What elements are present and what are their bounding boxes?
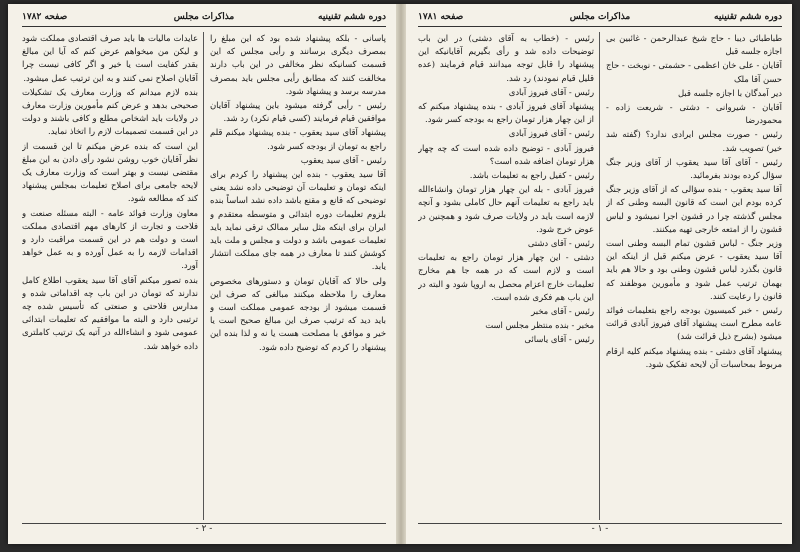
right-column <box>210 32 386 520</box>
paragraph: وزیر جنگ - لباس قشون تمام البسه وطنی است آقا سید یعقوب - عرض میکنم قبل از اینکه این قانون بگذرد لباس قشون وطنی بود و حالا هم باید بهمان ترتیب عمل شود و مأمورین موظفند که قانون را رعایت کنند. <box>606 238 782 301</box>
text-columns <box>22 32 386 520</box>
paragraph: بنده لازم میدانم که وزارت معارف یک تشکیلات صحیحی بدهد و عرض کنم مأمورین وزارت معارف در ولایات باید اشخاص مطلع و کافی باشند و دولت در این قسمت تصمیمات لازم را اتخاذ نماید. <box>22 86 198 137</box>
paragraph: مخبر - بنده منتظر مجلس است <box>485 320 594 331</box>
right-page <box>410 4 790 544</box>
right-column <box>606 32 782 520</box>
session-label: دوره ششم تقنینیه <box>714 12 782 22</box>
open-book-spread <box>8 4 792 544</box>
paragraph: پیشنهاد آقای فیروز آبادی - بنده پیشنهاد میکنم که از این چهار هزار تومان راجع به بودجه کسر شود. <box>418 101 594 125</box>
paragraph: رئیس - آقای سید یعقوب <box>300 154 386 165</box>
journal-title: مذاکرات مجلس <box>173 12 235 22</box>
paragraph: پیشنهاد آقای سید یعقوب - بنده پیشنهاد میکنم قلم راجع به تومان از بودجه کسر شود. <box>210 127 386 151</box>
book-gutter <box>396 4 406 544</box>
paragraph: رئیس - آقای یاسائی <box>524 334 594 345</box>
page-number: صفحه ۱۷۸۱ <box>418 12 464 22</box>
paragraph: رئیس - خبر کمیسیون بودجه راجع بتعلیمات فوائد عامه مطرح است پیشنهاد آقای فیروز آبادی قرائت میشود (بشرح ذیل قرائت شد) <box>606 305 782 342</box>
left-column <box>22 32 198 520</box>
left-column <box>418 32 594 520</box>
paragraph: رئیس - آقای فیروز آبادی <box>508 128 594 139</box>
paragraph: رئیس - آقای دشتی <box>527 238 594 249</box>
page-footer: - ۱ - <box>418 523 782 538</box>
paragraph: آقا سید یعقوب - بنده سؤالی که از آقای وزیر جنگ کرده بودم این است که قانون البسه وطنی که از مجلس گذشته چرا در قشون اجرا نمیشود و لباس قشون را از امتعه خارجی تهیه میکنند. <box>606 184 782 234</box>
page-footer: - ۲ - <box>22 523 386 538</box>
paragraph: دشتی - این چهار هزار تومان راجع به تعلیمات است و لازم است که در همه جا هم مخارج تعلیمات خارج اعزام محصل به اروپا شود و البته در این باب هم فکری شده است. <box>418 252 594 302</box>
paragraph: فیروز آبادی - بله این چهار هزار تومان وانشاءالله باید راجع به تعلیمات آنهم حال کاملی بشود و آنچه لازمه است باید در ولایات صرف شود و همچنین در عوض خرج شود. <box>418 184 594 234</box>
paragraph: رئیس - کفیل راجع به تعلیمات باشد. <box>469 170 594 181</box>
page-header <box>22 12 386 27</box>
paragraph: آقایان - علی خان اعظمی - حشمتی - نوبخت - حاج حسن آقا ملک <box>606 60 782 84</box>
paragraph: رئیس - آقای مخبر <box>531 306 594 317</box>
paragraph: دیر آمدگان با اجازه جلسه قبل <box>677 87 782 98</box>
paragraph: عایدات مالیات ها باید صرف اقتصادی مملکت شود و لیکن من میخواهم عرض کنم که آیا این مبالغ بقدر کفایت است یا خیر و اگر کافی نیست چرا آقایان اصلاح نمی کنند و به این ترتیب عمل میشود. <box>22 33 198 83</box>
paragraph: رئیس - آقای فیروز آبادی <box>508 86 594 97</box>
text-columns <box>418 32 782 520</box>
paragraph: فیروز آبادی - توضیح داده شده است که چه چهار هزار تومان اضافه شده است؟ <box>418 142 594 166</box>
paragraph: معاون وزارت فوائد عامه - البته مسئله صنعت و فلاحت و تجارت از کارهای مهم اقتصادی مملکت است و دولت هم در این قسمت مراقبت دارد و اقدامات لازمه را به عمل آورده و به عمل خواهد آورد. <box>22 207 198 271</box>
paragraph: ولی حالا که آقایان تومان و دستورهای مخصوص معارف را ملاحظه میکنند مبالغی که صرف این قسمت میشود از بودجه عمومی مملکت است و باید دید که ترتیب صرف این مبالغ صحیح است یا خیر و موافق با مصلحت هست یا نه و لذا بنده این پیشنهاد را کردم که توضیح داده شود. <box>210 275 386 352</box>
paragraph: پیشنهاد آقای دشتی - بنده پیشنهاد میکنم کلیه ارقام مربوط بمحاسبات آن لایحه تفکیک شود. <box>606 345 782 369</box>
column-divider <box>203 32 204 520</box>
left-page <box>14 4 394 544</box>
page-number: صفحه ۱۷۸۲ <box>22 12 68 22</box>
paragraph: بنده تصور میکنم آقای آقا سید یعقوب اطلاع کامل ندارند که تومان در این باب چه اقداماتی شده و مدارس فلاحتی و صنعتی که تأسیس شده چه ترتیبی دارد و البته ما موافقیم که تعلیمات ابتدائی عمومی شود و انشاءالله در آتیه یک ترتیب کاملتری داده خواهد شد. <box>22 274 198 351</box>
paragraph: رئیس - آقای آقا سید یعقوب از آقای وزیر جنگ سؤال کرده بودند بفرمائید. <box>606 156 782 181</box>
paragraph: آقایان - شیروانی - دشتی - شریعت زاده - محمودرضا <box>606 102 782 126</box>
paragraph: رئیس - (خطاب به آقای دشتی) در این باب توضیحات داده شد و رأی بگیریم آقایانیکه این پیشنهاد را قابل توجه میدانند قیام فرمایند (عده قلیل قیام نمودند) رد شد. <box>418 33 594 83</box>
paragraph: این است که بنده عرض میکنم تا این قسمت از نظر آقایان خوب روشن نشود رأی دادن به این مبلغ مقتضی نیست و بهتر است که وزارت معارف یک لایحه جامعی برای اصلاح تعلیمات بمجلس پیشنهاد کند که مطالعه شود. <box>22 140 198 204</box>
paragraph: طباطبائی دیبا - حاج شیخ عبدالرحمن - غائبین بی اجازه جلسه قبل <box>606 33 782 57</box>
journal-title: مذاکرات مجلس <box>569 12 631 22</box>
paragraph: رئیس - صورت مجلس ایرادی ندارد؟ (گفته شد خیر) تصویب شد. <box>606 129 782 153</box>
column-divider <box>599 32 600 520</box>
paragraph: آقا سید یعقوب - بنده این پیشنهاد را کردم برای اینکه تومان و تعلیمات آن توضیحی داده نشد یعنی توضیحی که قانع و مقنع باشد داده نشد اساساً بنده بلزوم تعلیمات دوره ابتدائی و متوسطه معتقدم و ایران برای اینکه مثل سایر ممالک ترقی نماید باید تعلیمات عمومی باشد و دولت و مجلس و ملت باید کوشش کنند تا معارف در همه جای مملکت انتشار یابد. <box>210 169 386 272</box>
session-label: دوره ششم تقنینیه <box>318 12 386 22</box>
paragraph: رئیس - رأیی گرفته میشود باین پیشنهاد آقایان موافقین قیام فرمایند (کسی قیام نکرد) رد شد. <box>210 100 386 124</box>
paragraph: پاسانی - بلکه پیشنهاد شده بود که این مبلغ را بمصرف دیگری برسانند و رأیی مجلس که این قسمت کسانیکه نظر مخالفی در این باب دارند مخالفت کنند که مطابق رأیی مجلس باید بمصرف مدرسه برسد و پیشنهاد شود. <box>210 33 386 96</box>
page-header <box>418 12 782 27</box>
